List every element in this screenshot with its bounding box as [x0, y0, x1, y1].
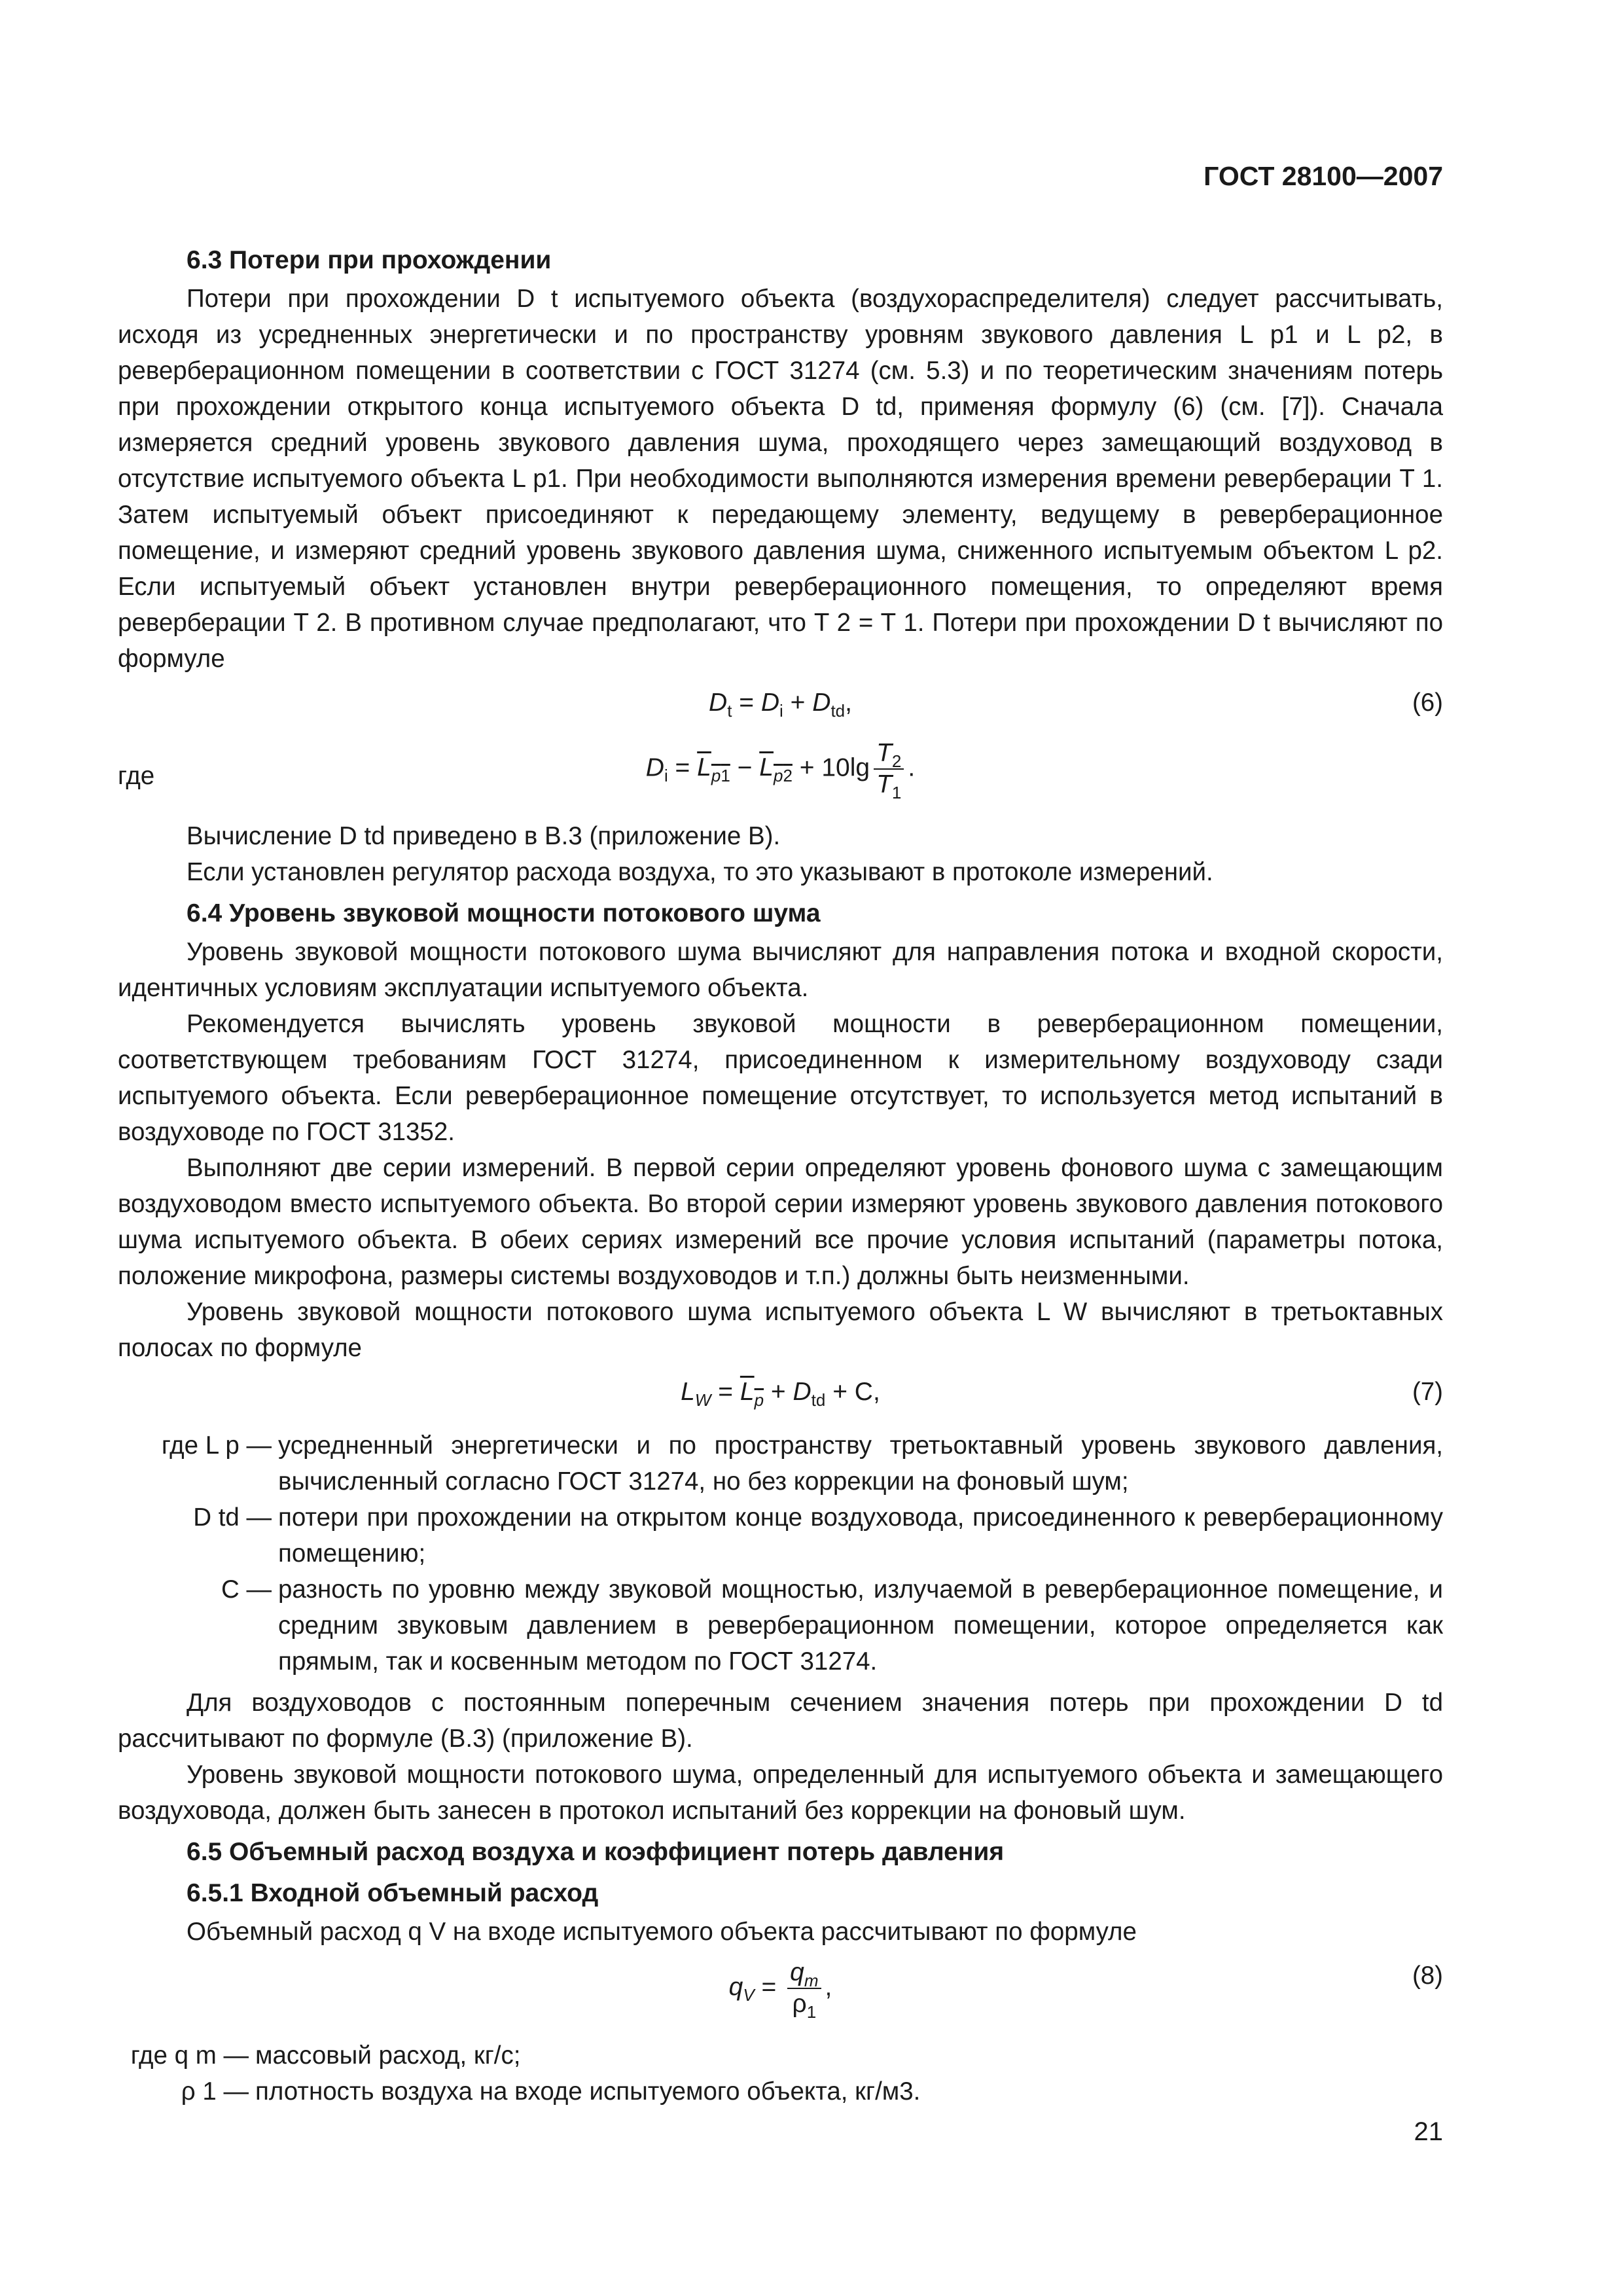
page-number: 21: [1414, 2117, 1443, 2146]
formula-expression: $L_W = L_p + D_{td} + C$,: [681, 1378, 880, 1410]
section-heading-6-4: 6.4 Уровень звуковой мощности потокового шума: [187, 899, 821, 927]
definition-text: плотность воздуха на входе испытуемого объекта, кг/м3.: [255, 2077, 921, 2106]
definition-label: ρ 1 —: [181, 2077, 249, 2106]
formula-number: (8): [1412, 1962, 1443, 1990]
document-header: ГОСТ 28100—2007: [1204, 161, 1443, 191]
section-heading-6-5-1: 6.5.1 Входной объемный расход: [187, 1879, 599, 1907]
definition-label: C —: [221, 1575, 272, 1604]
paragraph: Уровень звуковой мощности потокового шума испытуемого объекта L W вычисляют в третьоктавных полосах по формуле: [118, 1298, 1443, 1362]
formula-8: [118, 1958, 1443, 2030]
definition-label: D td —: [193, 1503, 272, 1532]
definition-item: [118, 1427, 1443, 1499]
formula-7: [118, 1374, 1443, 1420]
definition-label: где L p —: [161, 1431, 272, 1460]
paragraph: Выполняют две серии измерений. В первой серии определяют уровень фонового шума с замещающим воздуховодом вместо испытуемого объекта. Во второй серии измеряют уровень звукового давления потокового шума испытуемого объекта. В обеих сериях измерений все прочие условия испытаний (параметры потока, положение микрофона, размеры системы воздуховодов и т.п.) должны быть неизменными.: [118, 1154, 1443, 1290]
formula-expression: $q_V$ = $\frac{q_m}{\rho_1}$ ,: [728, 1958, 832, 2022]
paragraph: Потери при прохождении D t испытуемого объекта (воздухораспределителя) следует рассчитывать, исходя из усредненных энергетически и по пространству уровням звукового давления L p1 и L p2, в реверберационном помещении в соответствии с ГОСТ 31274 (см. 5.3) и по теоретическим значениям потерь при прохождении открытого конца испытуемого объекта D td, применяя формулу (6) (см. [7]). Сначала измеряется средний уровень звукового давления шума, проходящего через замещающий воздуховод в отсутствие испытуемого объекта L p1. При необходимости выполняются измерения времени реверберации T 1. Затем испытуемый объект присоединяют к передающему элементу, ведущему в реверберационное помещение, и измеряют средний уровень звукового давления шума, сниженного испытуемым объектом L p2. Если испытуемый объект установлен внутри реверберационного помещения, то определяют время реверберации T 2. В противном случае предполагают, что T 2 = T 1. Потери при прохождении D t вычисляют по формуле: [118, 285, 1443, 673]
where-label: где: [118, 762, 155, 790]
definition-text: разность по уровню между звуковой мощностью, излучаемой в реверберационное помещение, и средним звуковым давлением в реверберационном помещении, которое определяется как прямым, так и косвенным методом по ГОСТ 31274.: [278, 1575, 1443, 1676]
formula-di: [118, 738, 1443, 810]
definition-item: [118, 1499, 1443, 1571]
document-page: [118, 0, 1443, 2296]
definition-item: [118, 2073, 1443, 2109]
page-content: [118, 237, 1443, 2115]
definition-text: усредненный энергетически и по пространству третьоктавный уровень звукового давления, вычисленный согласно ГОСТ 31274, но без коррекции на фоновый шум;: [278, 1431, 1443, 1496]
definitions-list: [118, 2037, 1443, 2109]
definition-label: где q m —: [130, 2041, 249, 2070]
formula-expression: $D_t = D_i + D_{td}$,: [709, 689, 852, 721]
paragraph: Уровень звуковой мощности потокового шума вычисляют для направления потока и входной скорости, идентичных условиям эксплуатации испытуемого объекта.: [118, 938, 1443, 1002]
definition-text: потери при прохождении на открытом конце воздуховода, присоединенного к реверберационному помещению;: [278, 1503, 1443, 1568]
formula-6: [118, 685, 1443, 730]
definition-text: массовый расход, кг/с;: [255, 2041, 521, 2070]
definition-item: [118, 2037, 1443, 2073]
definition-item: [118, 1571, 1443, 1679]
paragraph: Если установлен регулятор расхода воздуха, то это указывают в протоколе измерений.: [187, 858, 1213, 886]
section-heading-6-3: 6.3 Потери при прохождении: [187, 246, 552, 274]
paragraph: Рекомендуется вычислять уровень звуковой мощности в реверберационном помещении, соответствующем требованиям ГОСТ 31274, присоединенном к измерительному воздуховоду сзади испытуемого объекта. Если реверберационное помещение отсутствует, то используется метод испытаний в воздуховоде по ГОСТ 31352.: [118, 1010, 1443, 1146]
paragraph: Вычисление D td приведено в В.3 (приложение В).: [187, 822, 781, 850]
formula-number: (7): [1412, 1378, 1443, 1406]
formula-number: (6): [1412, 689, 1443, 717]
paragraph: Объемный расход q V на входе испытуемого объекта рассчитывают по формуле: [187, 1918, 1137, 1946]
section-heading-6-5: 6.5 Объемный расход воздуха и коэффициент потерь давления: [187, 1838, 1005, 1866]
formula-expression: $D_i = L_{p1} - L_{p2} + 10\lg$ $\frac{T_2}{T_1}$ .: [645, 739, 916, 802]
definitions-list: [118, 1427, 1443, 1679]
paragraph: Для воздуховодов с постоянным поперечным сечением значения потерь при прохождении D td рассчитывают по формуле (В.3) (приложение В).: [118, 1689, 1443, 1753]
paragraph: Уровень звуковой мощности потокового шума, определенный для испытуемого объекта и замещающего воздуховода, должен быть занесен в протокол испытаний без коррекции на фоновый шум.: [118, 1761, 1443, 1825]
